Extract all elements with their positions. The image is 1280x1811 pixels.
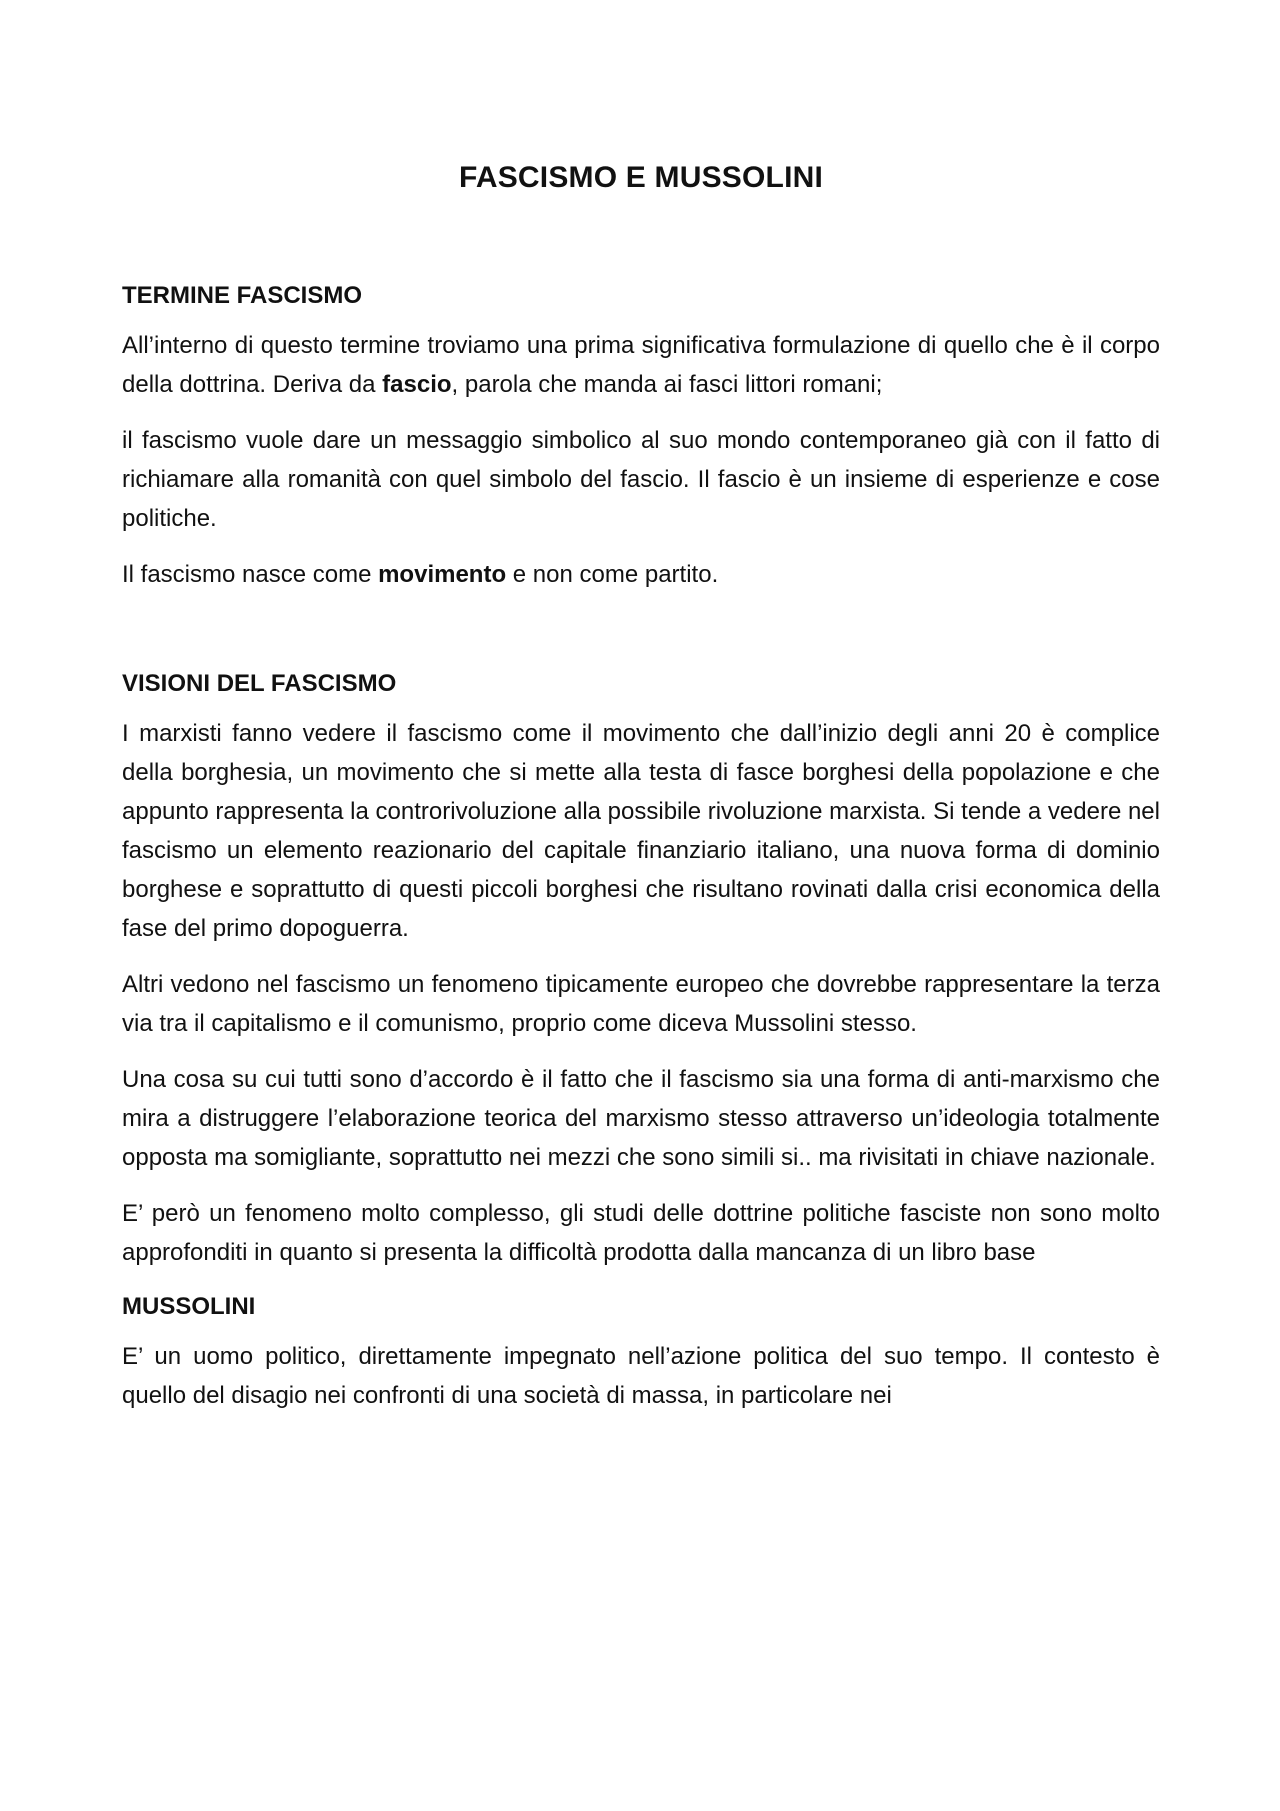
heading-visioni-del-fascismo: VISIONI DEL FASCISMO [122, 670, 397, 697]
paragraph: E’ però un fenomeno molto complesso, gli studi delle dottrine politiche fasciste non sono molto approfonditi in quanto si presenta la difficoltà prodotta dalla mancanza di un libro base [122, 1200, 1160, 1266]
bold-term-fascio: fascio [382, 371, 452, 398]
paragraph: All’interno di questo termine troviamo una prima significativa formulazione di quello che è il corpo della dottrina. Deriva da fascio, parola che manda ai fasci littori romani; [122, 332, 1160, 398]
paragraph: Una cosa su cui tutti sono d’accordo è il fatto che il fascismo sia una forma di anti-marxismo che mira a distruggere l’elaborazione teorica del marxismo stesso attraverso un’ideologia totalmente opposta ma somigliante, soprattutto nei mezzi che sono simili si.. ma rivisitati in chiave nazionale. [122, 1066, 1160, 1171]
document-body [122, 156, 1160, 1432]
heading-mussolini: MUSSOLINI [122, 1293, 256, 1320]
paragraph: Il fascismo nasce come movimento e non come partito. [122, 561, 719, 588]
paragraph: I marxisti fanno vedere il fascismo come il movimento che dall’inizio degli anni 20 è complice della borghesia, un movimento che si mette alla testa di fasce borghesi della popolazione e che appunto rappresenta la controrivoluzione alla possibile rivoluzione marxista. Si tende a vedere nel fascismo un elemento reazionario del capitale finanziario italiano, una nuova forma di dominio borghese e soprattutto di questi piccoli borghesi che risultano rovinati dalla crisi economica della fase del primo dopoguerra. [122, 720, 1160, 942]
paragraph: il fascismo vuole dare un messaggio simbolico al suo mondo contemporaneo già con il fatto di richiamare alla romanità con quel simbolo del fascio. Il fascio è un insieme di esperienze e cose politiche. [122, 427, 1160, 532]
heading-termine-fascismo: TERMINE FASCISMO [122, 282, 363, 309]
bold-term-movimento: movimento [378, 561, 507, 588]
page-title: FASCISMO E MUSSOLINI [458, 161, 824, 194]
paragraph: E’ un uomo politico, direttamente impegnato nell’azione politica del suo tempo. Il contesto è quello del disagio nei confronti di una società di massa, in particolare nei [122, 1343, 1160, 1409]
paragraph: Altri vedono nel fascismo un fenomeno tipicamente europeo che dovrebbe rappresentare la terza via tra il capitalismo e il comunismo, proprio come diceva Mussolini stesso. [122, 971, 1160, 1037]
